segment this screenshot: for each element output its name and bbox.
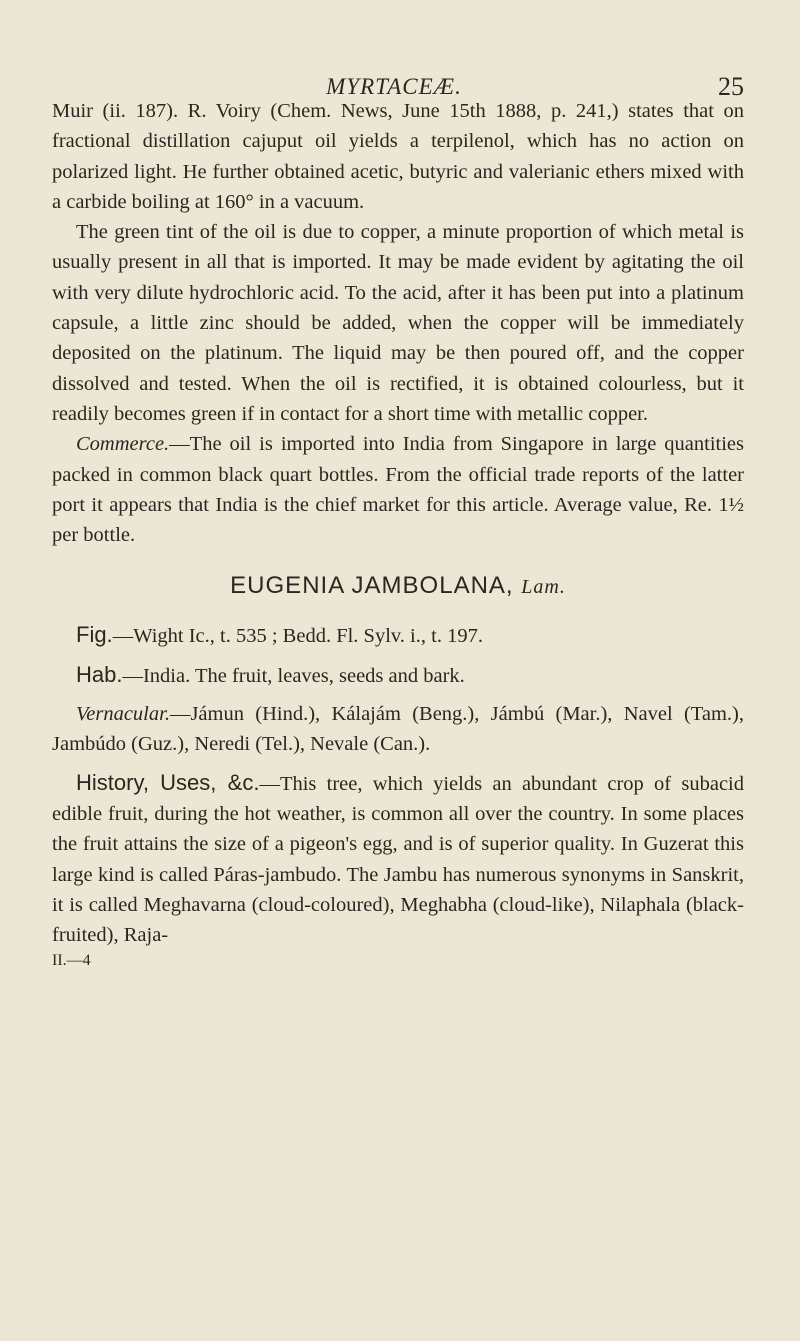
fig-lead: Fig. [76, 622, 113, 648]
paragraph-green-tint: The green tint of the oil is due to copper, a minute proportion of which metal is usually present in all that is imported. It may be made evident by agitating the oil with very dilute hydrochloric acid. To the acid, after it has been put into a platinum capsule, a little zinc should be added, when the copper will be immediately deposited on the platinum. The liquid may be then poured off, and the copper dissolved and tested. When the oil is rectified, it is obtained colourless, but it readily becomes green if in contact for a short time with metallic copper. [52, 221, 744, 425]
paragraph-hab [52, 660, 744, 691]
section-heading [52, 572, 744, 600]
fig-text: —Wight Ic., t. 535 ; Bedd. Fl. Sylv. i., t. 197. [112, 625, 483, 648]
paragraph-voiry: Muir (ii. 187). R. Voiry (Chem. News, June 15th 1888, p. 241,) states that on fractional distillation cajuput oil yields a terpilenol, which has no action on polarized light. He further obtained acetic, butyric and valerianic ethers mixed with a carbide boiling at 160° in a vacuum. [52, 100, 744, 213]
page-number: 25 [718, 72, 744, 101]
running-title: MYRTACEÆ. [326, 74, 462, 99]
vernacular-text: —Jámun (Hind.), Kálajám (Beng.), Jámbú (Mar.), Navel (Tam.), Jambúdo (Guz.), Neredi (Tel.), Nevale (Can.). [52, 703, 744, 756]
hab-text: —India. The fruit, leaves, seeds and bark. [122, 664, 465, 687]
commerce-text: —The oil is imported into India from Singapore in large quantities packed in common black quart bottles. From the official trade reports of the latter port it appears that India is the chief market for this article. Average value, Re. 1½ per bottle. [52, 433, 744, 547]
section-title: EUGENIA JAMBOLANA, [230, 572, 514, 600]
section-authority: Lam. [521, 576, 566, 599]
commerce-lead: Commerce. [76, 433, 170, 456]
vernacular-lead: Vernacular. [76, 703, 170, 726]
body-text [52, 96, 744, 970]
paragraph-history [52, 768, 744, 951]
signature-mark: II.—4 [52, 952, 91, 970]
paragraph-vernacular [52, 699, 744, 760]
history-text: —This tree, which yields an abundant crop of subacid edible fruit, during the hot weather, is common all over the country. In some places the fruit attains the size of a pigeon's egg, and is of superior quality. In Guzerat this large kind is called Páras-jambudo. The Jambu has numerous synonyms in Sanskrit, it is called Meghavarna (cloud-coloured), Meghabha (cloud-like), Nilaphala (black-fruited), Raja- [52, 772, 744, 947]
paragraph-commerce [52, 429, 744, 550]
history-lead: History, Uses, &c. [76, 769, 260, 795]
hab-lead: Hab. [76, 661, 123, 687]
paragraph-fig [52, 620, 744, 651]
running-head [52, 0, 744, 101]
